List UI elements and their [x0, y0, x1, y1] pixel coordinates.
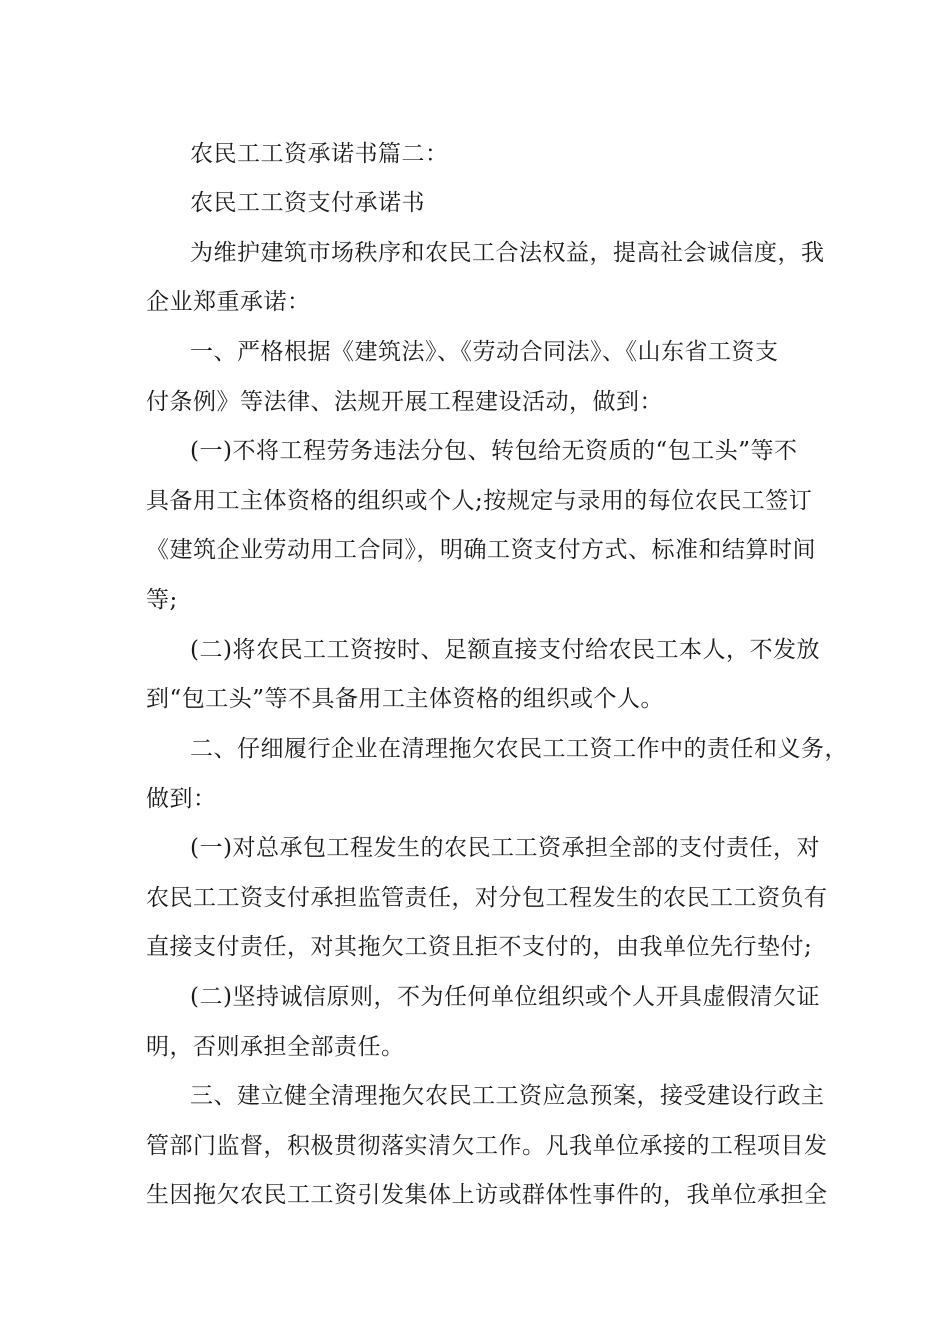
document-title: 农民工工资支付承诺书	[190, 190, 425, 216]
section-heading: 农民工工资承诺书篇二：	[190, 141, 449, 167]
paragraph-line: 一、严格根据《建筑法》、《劳动合同法》、《山东省工资支	[190, 339, 779, 365]
paragraph-line: 《建筑企业劳动用工合同》，明确工资支付方式、标准和结算时间	[146, 537, 816, 563]
paragraph-line: 做到：	[146, 786, 217, 812]
paragraph-line: 管部门监督，积极贯彻落实清欠工作。凡我单位承接的工程项目发	[146, 1133, 828, 1159]
paragraph-line: 农民工工资支付承担监管责任，对分包工程发生的农民工工资负有	[146, 885, 828, 911]
paragraph-line: (二)坚持诚信原则，不为任何单位组织或个人开具虚假清欠证	[190, 984, 820, 1010]
paragraph-line: (二)将农民工工资按时、足额直接支付给农民工本人，不发放	[190, 637, 820, 663]
paragraph-line: 二、仔细履行企业在清理拖欠农民工工资工作中的责任和义务，	[190, 736, 848, 762]
paragraph-line: 等;	[146, 587, 178, 613]
paragraph-line: 为维护建筑市场秩序和农民工合法权益，提高社会诚信度，我	[190, 240, 825, 266]
paragraph-line: (一)对总承包工程发生的农民工工资承担全部的支付责任，对	[190, 835, 820, 861]
paragraph-line: 具备用工主体资格的组织或个人;按规定与录用的每位农民工签订	[146, 488, 813, 514]
paragraph-line: 企业郑重承诺：	[146, 289, 311, 315]
paragraph-line: (一)不将工程劳务违法分包、转包给无资质的“包工头”等不	[190, 438, 798, 464]
paragraph-line: 明，否则承担全部责任。	[146, 1034, 405, 1060]
paragraph-line: 付条例》等法律、法规开展工程建设活动，做到：	[146, 389, 663, 415]
paragraph-line: 直接支付责任，对其拖欠工资且拒不支付的，由我单位先行垫付;	[146, 934, 813, 960]
paragraph-line: 生因拖欠农民工工资引发集体上访或群体性事件的，我单位承担全	[146, 1182, 828, 1208]
paragraph-line: 到“包工头”等不具备用工主体资格的组织或个人。	[146, 686, 665, 712]
paragraph-line: 三、建立健全清理拖欠农民工工资应急预案，接受建设行政主	[190, 1083, 825, 1109]
